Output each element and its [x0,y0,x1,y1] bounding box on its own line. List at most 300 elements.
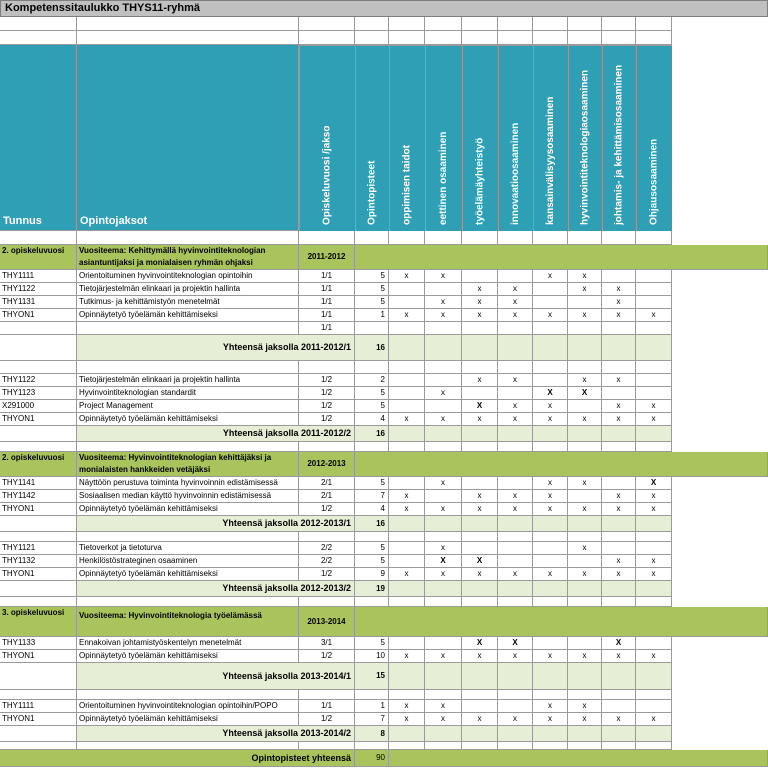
competence-mark[interactable] [568,296,602,309]
header-opintojaksot[interactable]: Opintojaksot [77,45,299,231]
course-name[interactable]: Project Management [77,400,299,413]
empty-cell[interactable] [462,690,498,700]
empty-cell[interactable] [77,17,299,31]
empty-cell[interactable] [462,597,498,607]
empty-cell[interactable] [425,742,462,750]
empty-cell[interactable] [533,742,568,750]
empty-cell[interactable] [602,516,636,532]
competence-mark[interactable] [533,555,568,568]
competence-mark[interactable]: x [389,503,425,516]
grand-total-credits[interactable]: 90 [355,750,389,767]
course-code[interactable]: THYON1 [0,309,77,322]
competence-mark[interactable]: x [425,700,462,713]
competence-mark[interactable] [602,700,636,713]
empty-cell[interactable] [355,532,389,542]
competence-mark[interactable]: x [389,713,425,726]
competence-mark[interactable]: x [636,490,672,503]
competence-mark[interactable]: x [568,650,602,663]
course-period[interactable]: 1/1 [299,309,355,322]
empty-cell[interactable] [602,31,636,45]
course-period[interactable]: 1/1 [299,700,355,713]
empty-cell[interactable] [0,231,77,245]
competence-mark[interactable] [389,296,425,309]
header-competence[interactable]: innovaatioosaaminen [498,45,533,231]
competence-mark[interactable]: x [636,650,672,663]
competence-mark[interactable]: x [568,568,602,581]
empty-cell[interactable] [389,597,425,607]
header-opintopisteet[interactable]: Opintopisteet [355,45,389,231]
empty-cell[interactable] [498,532,533,542]
section-period[interactable]: 2013-2014 [299,607,355,637]
course-credits[interactable]: 10 [355,650,389,663]
course-name[interactable]: Tietojärjestelmän elinkaari ja projektin hallinta [77,374,299,387]
competence-mark[interactable] [389,637,425,650]
competence-mark[interactable]: x [568,283,602,296]
competence-mark[interactable] [636,387,672,400]
course-period[interactable]: 1/1 [299,296,355,309]
empty-cell[interactable] [568,742,602,750]
competence-mark[interactable]: x [602,309,636,322]
competence-mark[interactable] [389,374,425,387]
competence-mark[interactable]: x [498,309,533,322]
empty-cell[interactable] [77,597,299,607]
course-name[interactable]: Tietoverkot ja tietoturva [77,542,299,555]
period-total-credits[interactable]: 15 [355,663,389,690]
empty-cell[interactable] [533,663,568,690]
empty-cell[interactable] [533,597,568,607]
competence-mark[interactable] [533,374,568,387]
empty-cell[interactable] [636,361,672,374]
course-name[interactable]: Sosiaalisen median käyttö hyvinvoinnin edistämisessä [77,490,299,503]
competence-mark[interactable] [533,296,568,309]
empty-cell[interactable] [568,581,602,597]
empty-cell[interactable] [0,742,77,750]
competence-mark[interactable]: x [498,374,533,387]
competence-mark[interactable] [568,555,602,568]
empty-cell[interactable] [425,597,462,607]
empty-cell[interactable] [77,231,299,245]
empty-cell[interactable] [602,17,636,31]
empty-cell[interactable] [568,426,602,442]
competence-mark[interactable] [636,322,672,335]
empty-cell[interactable] [389,442,425,452]
competence-mark[interactable]: x [425,387,462,400]
competence-mark[interactable]: x [602,555,636,568]
competence-mark[interactable]: x [389,270,425,283]
competence-mark[interactable]: x [602,400,636,413]
competence-mark[interactable]: x [462,413,498,426]
empty-cell[interactable] [498,442,533,452]
empty-cell[interactable] [498,581,533,597]
competence-mark[interactable]: x [568,713,602,726]
competence-mark[interactable]: x [498,490,533,503]
course-credits[interactable]: 5 [355,400,389,413]
course-name[interactable]: Opinnäytetyö työelämän kehittämiseksi [77,650,299,663]
competence-mark[interactable] [636,296,672,309]
competence-mark[interactable]: x [602,650,636,663]
empty-cell[interactable] [462,516,498,532]
empty-cell[interactable] [462,581,498,597]
empty-cell[interactable] [0,335,77,361]
empty-cell[interactable] [636,335,672,361]
competence-mark[interactable]: x [636,713,672,726]
empty-cell[interactable] [389,690,425,700]
course-credits[interactable]: 7 [355,490,389,503]
empty-cell[interactable] [425,663,462,690]
competence-mark[interactable]: x [462,713,498,726]
course-credits[interactable]: 5 [355,296,389,309]
course-name[interactable]: Ennakoivan johtamistyöskentelyn menetelmät [77,637,299,650]
empty-cell[interactable] [568,690,602,700]
competence-mark[interactable] [636,283,672,296]
empty-cell[interactable] [299,17,355,31]
competence-mark[interactable]: x [462,374,498,387]
empty-cell[interactable] [299,31,355,45]
course-credits[interactable]: 1 [355,309,389,322]
empty-cell[interactable] [498,361,533,374]
empty-cell[interactable] [636,742,672,750]
empty-cell[interactable] [299,742,355,750]
header-competence[interactable]: kansainvälisyysosaaminen [533,45,568,231]
competence-mark[interactable] [498,270,533,283]
competence-mark[interactable] [498,700,533,713]
empty-cell[interactable] [602,663,636,690]
empty-cell[interactable] [533,516,568,532]
empty-cell[interactable] [0,31,77,45]
competence-mark[interactable]: x [568,700,602,713]
course-period[interactable]: 2/2 [299,542,355,555]
empty-cell[interactable] [77,442,299,452]
competence-mark[interactable]: x [498,296,533,309]
competence-mark[interactable]: x [498,283,533,296]
period-total-label[interactable]: Yhteensä jaksolla 2013-2014/1 [77,663,355,690]
empty-cell[interactable] [389,231,425,245]
competence-mark[interactable]: X [462,637,498,650]
course-credits[interactable]: 5 [355,555,389,568]
course-code[interactable]: THY1122 [0,283,77,296]
empty-cell[interactable] [462,663,498,690]
empty-cell[interactable] [462,17,498,31]
competence-mark[interactable] [533,322,568,335]
competence-mark[interactable]: x [636,568,672,581]
competence-mark[interactable] [602,387,636,400]
competence-mark[interactable]: x [568,413,602,426]
competence-mark[interactable]: x [602,568,636,581]
competence-mark[interactable]: X [568,387,602,400]
competence-mark[interactable] [498,477,533,490]
empty-cell[interactable] [602,581,636,597]
section-period[interactable]: 2011-2012 [299,245,355,270]
competence-mark[interactable] [636,637,672,650]
empty-cell[interactable] [389,581,425,597]
course-period[interactable]: 1/2 [299,503,355,516]
course-code[interactable]: THY1111 [0,270,77,283]
course-name[interactable]: Näyttöön perustuva toiminta hyvinvoinnin edistämisessä [77,477,299,490]
empty-cell[interactable] [602,532,636,542]
empty-cell[interactable] [425,690,462,700]
course-code[interactable]: THY1121 [0,542,77,555]
section-theme[interactable] [77,245,299,270]
course-credits[interactable]: 4 [355,503,389,516]
competence-mark[interactable] [462,322,498,335]
header-competence[interactable]: oppimisen taidot [389,45,425,231]
empty-cell[interactable] [389,726,425,742]
course-credits[interactable]: 5 [355,477,389,490]
competence-mark[interactable] [425,374,462,387]
empty-cell[interactable] [533,231,568,245]
course-credits[interactable]: 5 [355,283,389,296]
course-credits[interactable]: 5 [355,542,389,555]
period-total-credits[interactable]: 8 [355,726,389,742]
competence-mark[interactable]: x [462,296,498,309]
competence-mark[interactable]: X [462,400,498,413]
competence-mark[interactable]: x [568,374,602,387]
section-period[interactable]: 2012-2013 [299,452,355,477]
competence-mark[interactable] [636,700,672,713]
competence-mark[interactable]: X [533,387,568,400]
empty-cell[interactable] [462,742,498,750]
empty-cell[interactable] [498,690,533,700]
course-credits[interactable]: 4 [355,413,389,426]
competence-mark[interactable]: x [636,555,672,568]
course-code[interactable]: THY1123 [0,387,77,400]
empty-cell[interactable] [568,31,602,45]
empty-cell[interactable] [425,726,462,742]
empty-cell[interactable] [462,442,498,452]
competence-mark[interactable]: x [636,503,672,516]
course-name[interactable]: Henkilöstöstrateginen osaaminen [77,555,299,568]
competence-mark[interactable] [533,637,568,650]
competence-mark[interactable] [462,387,498,400]
competence-mark[interactable] [568,490,602,503]
empty-cell[interactable] [425,442,462,452]
competence-mark[interactable]: x [498,713,533,726]
competence-mark[interactable]: X [602,637,636,650]
empty-cell[interactable] [636,690,672,700]
competence-mark[interactable]: x [498,400,533,413]
competence-mark[interactable]: x [462,283,498,296]
empty-cell[interactable] [533,581,568,597]
course-credits[interactable] [355,322,389,335]
course-credits[interactable]: 9 [355,568,389,581]
competence-mark[interactable] [425,490,462,503]
empty-cell[interactable] [425,361,462,374]
competence-mark[interactable] [389,555,425,568]
empty-cell[interactable] [498,335,533,361]
competence-mark[interactable] [498,542,533,555]
competence-mark[interactable]: x [425,568,462,581]
empty-cell[interactable] [602,597,636,607]
empty-cell[interactable] [636,663,672,690]
empty-cell[interactable] [533,690,568,700]
empty-cell[interactable] [533,442,568,452]
competence-mark[interactable] [636,542,672,555]
competence-mark[interactable] [602,322,636,335]
competence-mark[interactable]: x [425,542,462,555]
competence-mark[interactable] [498,555,533,568]
competence-mark[interactable]: x [498,650,533,663]
course-name[interactable]: Tietojärjestelmän elinkaari ja projektin hallinta [77,283,299,296]
header-competence[interactable]: eettinen osaaminen [425,45,462,231]
empty-cell[interactable] [636,597,672,607]
empty-cell[interactable] [636,581,672,597]
competence-mark[interactable] [462,477,498,490]
course-name[interactable]: Opinnäytetyö työelämän kehittämiseksi [77,713,299,726]
empty-cell[interactable] [568,597,602,607]
competence-mark[interactable] [462,700,498,713]
section-theme[interactable] [77,607,299,637]
course-code[interactable]: THY1142 [0,490,77,503]
empty-cell[interactable] [498,726,533,742]
empty-cell[interactable] [425,335,462,361]
course-credits[interactable]: 1 [355,700,389,713]
section-year-label[interactable]: 2. opiskeluvuosi [0,245,77,270]
empty-cell[interactable] [568,516,602,532]
period-total-label[interactable]: Yhteensä jaksolla 2012-2013/1 [77,516,355,532]
empty-cell[interactable] [389,532,425,542]
period-total-credits[interactable]: 19 [355,581,389,597]
empty-cell[interactable] [636,726,672,742]
empty-cell[interactable] [533,31,568,45]
competence-mark[interactable] [425,322,462,335]
course-period[interactable]: 1/2 [299,568,355,581]
empty-cell[interactable] [355,442,389,452]
empty-cell[interactable] [0,442,77,452]
section-fill[interactable] [355,245,768,270]
empty-cell[interactable] [425,516,462,532]
empty-cell[interactable] [299,361,355,374]
competence-mark[interactable]: x [533,700,568,713]
competence-mark[interactable] [568,400,602,413]
empty-cell[interactable] [636,516,672,532]
grand-total-fill[interactable] [389,750,768,767]
competence-mark[interactable]: x [533,490,568,503]
course-period[interactable]: 1/2 [299,400,355,413]
competence-mark[interactable]: x [568,503,602,516]
competence-mark[interactable] [533,542,568,555]
empty-cell[interactable] [355,231,389,245]
empty-cell[interactable] [0,361,77,374]
section-fill[interactable] [355,607,768,637]
course-period[interactable]: 1/1 [299,270,355,283]
empty-cell[interactable] [389,426,425,442]
empty-cell[interactable] [462,231,498,245]
competence-mark[interactable]: x [602,283,636,296]
empty-cell[interactable] [299,690,355,700]
competence-mark[interactable]: x [389,490,425,503]
competence-mark[interactable]: x [533,309,568,322]
competence-mark[interactable]: x [425,413,462,426]
header-competence[interactable]: Ohjausosaaminen [636,45,672,231]
competence-mark[interactable] [498,322,533,335]
competence-mark[interactable]: x [602,713,636,726]
period-total-label[interactable]: Yhteensä jaksolla 2011-2012/1 [77,335,355,361]
empty-cell[interactable] [425,532,462,542]
course-period[interactable]: 1/2 [299,413,355,426]
empty-cell[interactable] [462,532,498,542]
empty-cell[interactable] [425,17,462,31]
competence-mark[interactable]: x [533,713,568,726]
competence-mark[interactable]: X [636,477,672,490]
competence-mark[interactable]: x [533,413,568,426]
course-period[interactable]: 3/1 [299,637,355,650]
empty-cell[interactable] [568,663,602,690]
competence-mark[interactable] [498,387,533,400]
empty-cell[interactable] [636,426,672,442]
empty-cell[interactable] [299,532,355,542]
competence-mark[interactable] [425,400,462,413]
course-credits[interactable]: 5 [355,270,389,283]
empty-cell[interactable] [533,726,568,742]
competence-mark[interactable]: x [568,309,602,322]
empty-cell[interactable] [355,690,389,700]
empty-cell[interactable] [462,726,498,742]
empty-cell[interactable] [425,231,462,245]
course-credits[interactable]: 2 [355,374,389,387]
competence-mark[interactable] [602,477,636,490]
period-total-credits[interactable]: 16 [355,516,389,532]
period-total-credits[interactable]: 16 [355,335,389,361]
empty-cell[interactable] [568,726,602,742]
competence-mark[interactable]: x [498,503,533,516]
empty-cell[interactable] [568,442,602,452]
competence-mark[interactable]: X [425,555,462,568]
competence-mark[interactable]: x [568,542,602,555]
competence-mark[interactable] [568,637,602,650]
section-year-label[interactable]: 3. opiskeluvuosi [0,607,77,637]
header-competence[interactable]: hyvinvointiteknologiaosaaminen [568,45,602,231]
course-code[interactable]: THY1122 [0,374,77,387]
empty-cell[interactable] [602,726,636,742]
empty-cell[interactable] [355,31,389,45]
competence-mark[interactable]: x [389,700,425,713]
course-code[interactable]: THY1132 [0,555,77,568]
competence-mark[interactable]: x [425,270,462,283]
empty-cell[interactable] [77,742,299,750]
empty-cell[interactable] [602,442,636,452]
empty-cell[interactable] [355,17,389,31]
competence-mark[interactable] [389,387,425,400]
competence-mark[interactable]: x [533,568,568,581]
empty-cell[interactable] [77,532,299,542]
period-total-label[interactable]: Yhteensä jaksolla 2012-2013/2 [77,581,355,597]
course-period[interactable]: 1/2 [299,650,355,663]
competence-mark[interactable]: x [602,374,636,387]
course-period[interactable]: 2/2 [299,555,355,568]
competence-mark[interactable]: x [462,503,498,516]
course-code[interactable]: THY1111 [0,700,77,713]
course-name[interactable]: Opinnäytetyö työelämän kehittämiseksi [77,503,299,516]
header-competence[interactable]: työelämäyhteistyö [462,45,498,231]
empty-cell[interactable] [602,742,636,750]
empty-cell[interactable] [0,690,77,700]
course-code[interactable]: THY1131 [0,296,77,309]
grand-total-label[interactable]: Opintopisteet yhteensä [0,750,355,767]
course-name[interactable]: Opinnäytetyö työelämän kehittämiseksi [77,413,299,426]
competence-mark[interactable]: x [602,490,636,503]
empty-cell[interactable] [355,597,389,607]
empty-cell[interactable] [498,426,533,442]
competence-mark[interactable]: x [498,413,533,426]
competence-mark[interactable] [602,270,636,283]
empty-cell[interactable] [533,17,568,31]
empty-cell[interactable] [389,516,425,532]
competence-mark[interactable]: x [389,568,425,581]
empty-cell[interactable] [498,231,533,245]
competence-mark[interactable]: x [636,400,672,413]
empty-cell[interactable] [462,361,498,374]
competence-mark[interactable] [602,542,636,555]
